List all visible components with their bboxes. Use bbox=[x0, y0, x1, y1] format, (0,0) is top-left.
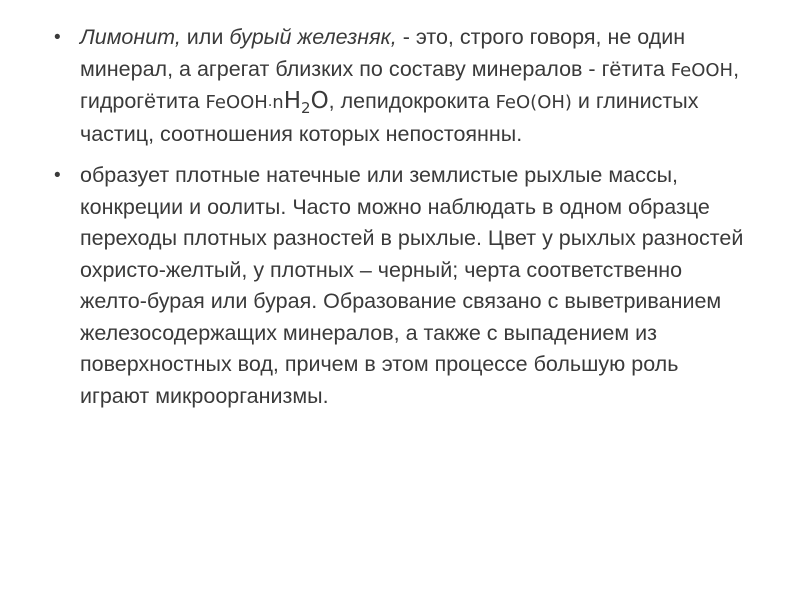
text-fragment: , гидрогётита bbox=[80, 56, 740, 113]
bullet-item-limonite-definition bbox=[50, 22, 750, 150]
text-fragment: - это, строго говоря, не один минерал, а агрегат близких по составу минералов - гётита bbox=[80, 25, 686, 81]
bullet-item-formation bbox=[50, 160, 750, 412]
formula-subscript: 2 bbox=[301, 99, 311, 117]
bullet-text: образует плотные натечные или землистые рыхлые массы, конкреции и оолиты. Часто можно наблюдать в одном образце переходы плотных разностей в рыхлые. Цвет у рыхлых разностей охристо-желтый, у плотных – черный; черта соответственно желто-бурая или бурая. Образование связано с выветриванием железосодержащих минералов, а также с выпадением из поверхностных вод, причем в этом процессе большую роль играют микроорганизмы. bbox=[80, 163, 744, 408]
formula-part: FeOOH bbox=[205, 92, 268, 113]
text-fragment: или bbox=[180, 25, 230, 49]
formula-dot: . bbox=[267, 94, 273, 110]
formula-part: n bbox=[272, 92, 284, 113]
text-fragment: и глинистых частиц, соотношения которых непостоянны. bbox=[80, 89, 699, 146]
bullet-list bbox=[50, 22, 750, 422]
formula-goethite: FeOOH bbox=[670, 59, 734, 81]
bullet-icon: • bbox=[54, 27, 61, 48]
formula-part: O bbox=[310, 88, 329, 114]
term-limonite: Лимонит, bbox=[80, 25, 181, 49]
formula-hydrogoethite bbox=[205, 88, 329, 117]
text-fragment: , лепидокрокита bbox=[328, 89, 496, 113]
formula-lepidocrocite: FeO(OH) bbox=[495, 92, 572, 113]
formula-part: H bbox=[283, 88, 302, 114]
bullet-icon: • bbox=[54, 165, 61, 186]
term-brown-iron-ore: бурый железняк, bbox=[229, 25, 397, 49]
